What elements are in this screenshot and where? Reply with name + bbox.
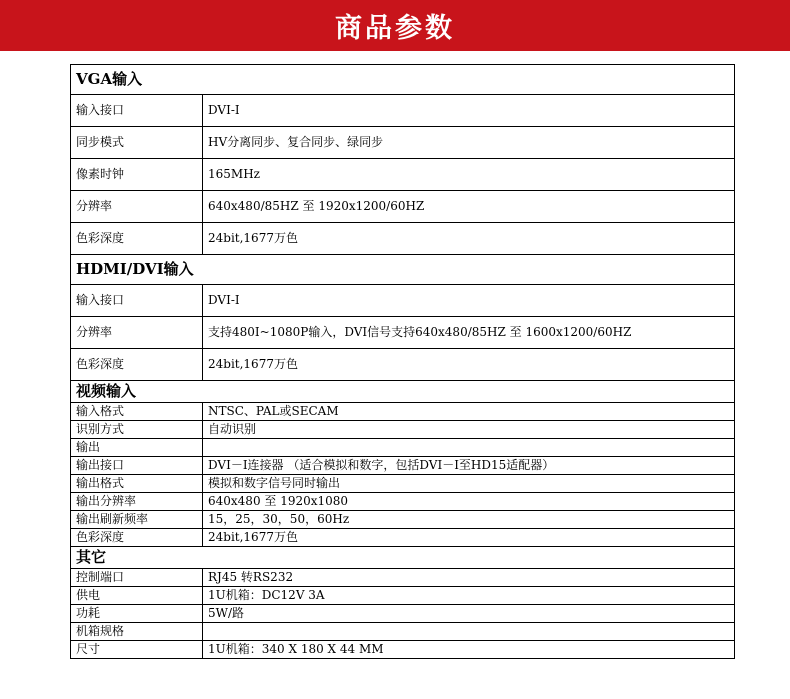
table-row bbox=[71, 421, 735, 439]
page-title: 商品参数 bbox=[335, 13, 455, 44]
spec-label: 输出分辨率 bbox=[71, 493, 203, 511]
spec-label: 供电 bbox=[71, 587, 203, 605]
spec-label: 色彩深度 bbox=[71, 223, 203, 255]
section-row-video bbox=[71, 381, 735, 403]
section-row-vga bbox=[71, 65, 735, 95]
table-row bbox=[71, 641, 735, 659]
spec-value: 24bit,1677万色 bbox=[203, 349, 735, 381]
table-row bbox=[71, 587, 735, 605]
spec-label: 识别方式 bbox=[71, 421, 203, 439]
table-row bbox=[71, 317, 735, 349]
table-row bbox=[71, 127, 735, 159]
spec-value: RJ45 转RS232 bbox=[203, 569, 735, 587]
spec-label: 输出 bbox=[71, 439, 203, 457]
table-row bbox=[71, 403, 735, 421]
spec-label: 色彩深度 bbox=[71, 349, 203, 381]
spec-label: 输出刷新频率 bbox=[71, 511, 203, 529]
table-row bbox=[71, 191, 735, 223]
section-title-vga: VGA输入 bbox=[71, 65, 735, 95]
spec-label: 功耗 bbox=[71, 605, 203, 623]
spec-label: 输出接口 bbox=[71, 457, 203, 475]
spec-label: 同步模式 bbox=[71, 127, 203, 159]
spec-value: 15，25，30，50，60Hz bbox=[203, 511, 735, 529]
spec-value: 1U机箱：340 X 180 X 44 MM bbox=[203, 641, 735, 659]
table-row bbox=[71, 511, 735, 529]
spec-label: 输入格式 bbox=[71, 403, 203, 421]
spec-value: HV分离同步、复合同步、绿同步 bbox=[203, 127, 735, 159]
spec-label: 输入接口 bbox=[71, 95, 203, 127]
spec-value: DVI-I bbox=[203, 95, 735, 127]
table-row bbox=[71, 623, 735, 641]
section-title-hdmi: HDMI/DVI输入 bbox=[71, 255, 735, 285]
spec-label: 控制端口 bbox=[71, 569, 203, 587]
table-row bbox=[71, 159, 735, 191]
spec-label: 分辨率 bbox=[71, 317, 203, 349]
section-title-video: 视频输入 bbox=[71, 381, 735, 403]
spec-value: 640x480 至 1920x1080 bbox=[203, 493, 735, 511]
spec-label: 像素时钟 bbox=[71, 159, 203, 191]
spec-value: 支持480I~1080P输入，DVI信号支持640x480/85HZ 至 1600x1200/60HZ bbox=[203, 317, 735, 349]
table-row bbox=[71, 529, 735, 547]
spec-label: 输入接口 bbox=[71, 285, 203, 317]
spec-value: 模拟和数字信号同时输出 bbox=[203, 475, 735, 493]
spec-value: 自动识别 bbox=[203, 421, 735, 439]
spec-value: 24bit,1677万色 bbox=[203, 529, 735, 547]
section-row-other bbox=[71, 547, 735, 569]
spec-label: 输出格式 bbox=[71, 475, 203, 493]
spec-value bbox=[203, 623, 735, 641]
section-title-other: 其它 bbox=[71, 547, 735, 569]
spec-value: NTSC、PAL或SECAM bbox=[203, 403, 735, 421]
table-row bbox=[71, 493, 735, 511]
spec-value: DVI－I连接器 （适合模拟和数字，包括DVI－I至HD15适配器） bbox=[203, 457, 735, 475]
table-row bbox=[71, 349, 735, 381]
table-row bbox=[71, 569, 735, 587]
spec-table bbox=[70, 64, 735, 659]
spec-value: 24bit,1677万色 bbox=[203, 223, 735, 255]
spec-value: DVI-I bbox=[203, 285, 735, 317]
spec-label: 分辨率 bbox=[71, 191, 203, 223]
table-row bbox=[71, 605, 735, 623]
table-row bbox=[71, 223, 735, 255]
table-row bbox=[71, 439, 735, 457]
table-row bbox=[71, 457, 735, 475]
spec-value bbox=[203, 439, 735, 457]
spec-value: 165MHz bbox=[203, 159, 735, 191]
spec-value: 5W/路 bbox=[203, 605, 735, 623]
header-banner bbox=[0, 0, 790, 51]
spec-value: 1U机箱：DC12V 3A bbox=[203, 587, 735, 605]
table-row bbox=[71, 95, 735, 127]
spec-label: 色彩深度 bbox=[71, 529, 203, 547]
spec-label: 尺寸 bbox=[71, 641, 203, 659]
section-row-hdmi bbox=[71, 255, 735, 285]
spec-value: 640x480/85HZ 至 1920x1200/60HZ bbox=[203, 191, 735, 223]
spec-label: 机箱规格 bbox=[71, 623, 203, 641]
table-row bbox=[71, 285, 735, 317]
table-row bbox=[71, 475, 735, 493]
